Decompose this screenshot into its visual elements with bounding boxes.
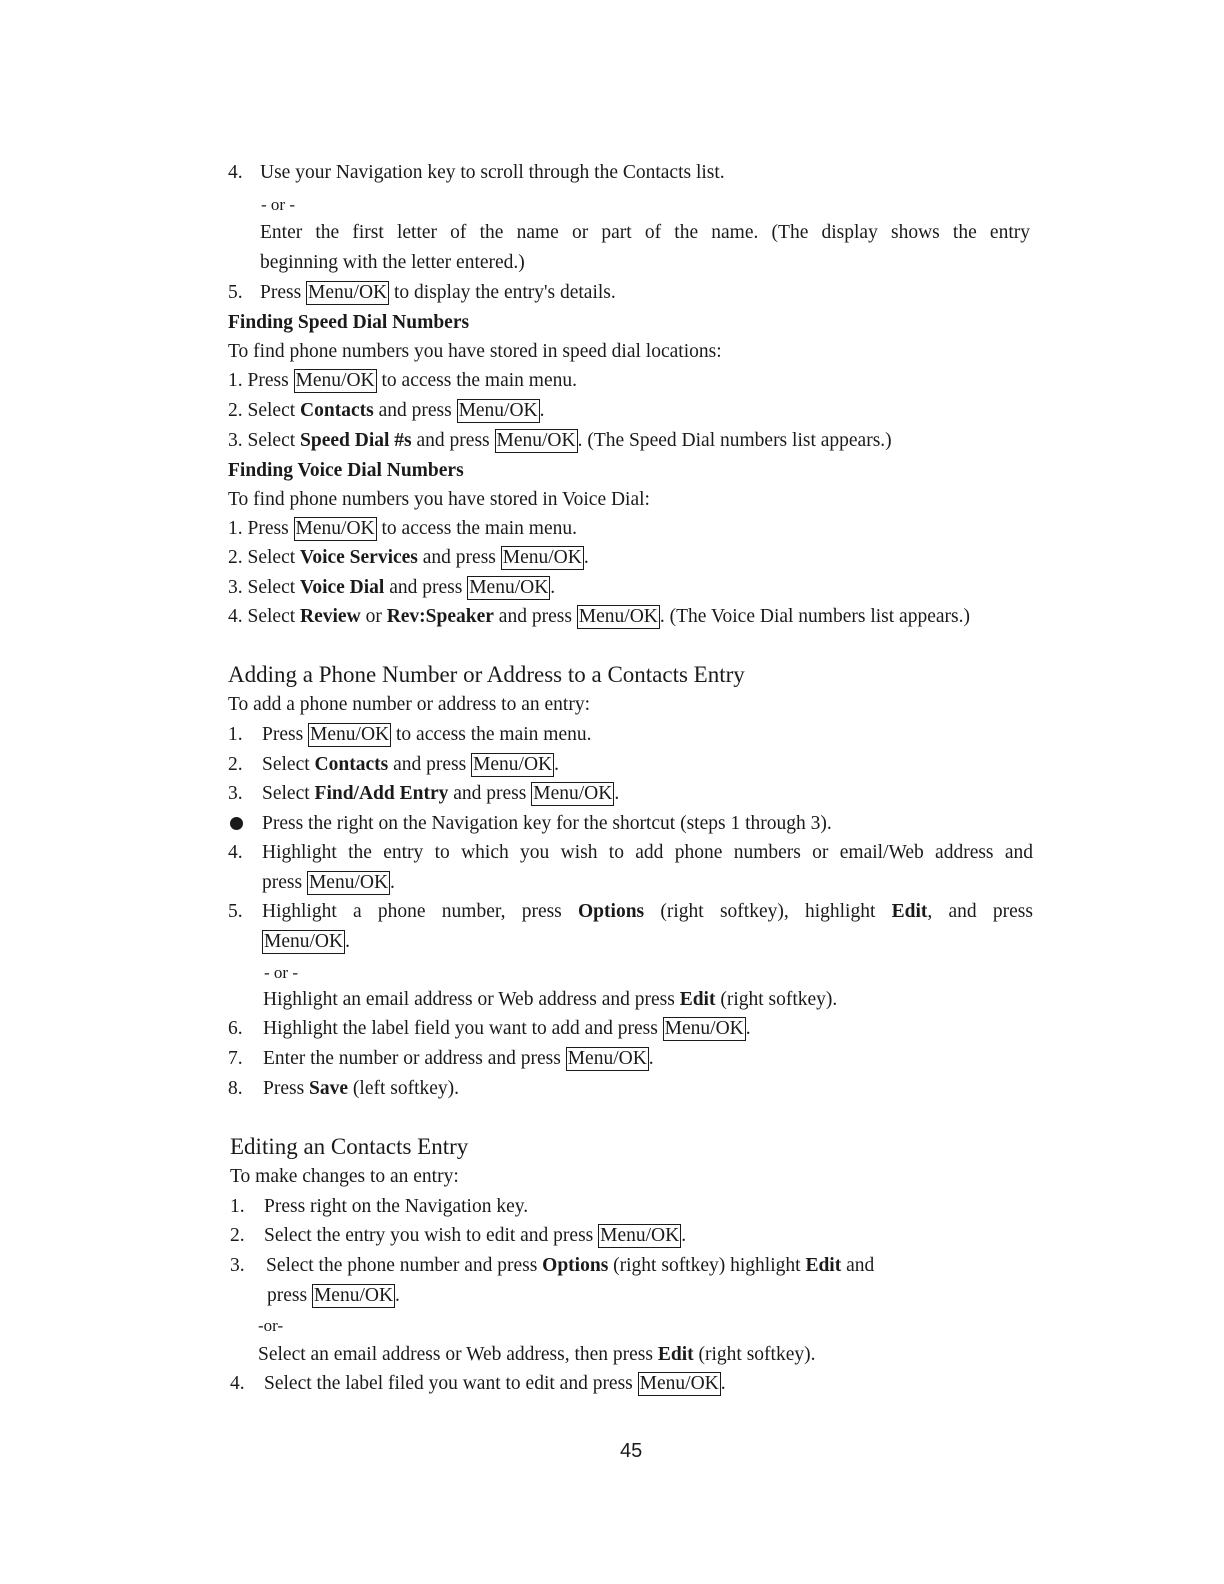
- list-item-continuation: [267, 1283, 400, 1309]
- menu-ok-key: Menu/OK: [264, 931, 344, 952]
- step-text: to access the main menu.: [391, 724, 592, 745]
- list-item: [228, 368, 577, 394]
- step-text: to display the entry's details.: [389, 282, 616, 303]
- step-text: press: [267, 1285, 312, 1306]
- step-number: 3.: [228, 783, 243, 804]
- step-number: 1.: [228, 724, 243, 745]
- page-number: 45: [620, 1440, 643, 1462]
- step-number: 5.: [228, 901, 243, 922]
- list-item: [230, 1371, 726, 1397]
- list-item: [228, 899, 1033, 925]
- step-text: .: [681, 1225, 687, 1246]
- section-heading-editing: Editing an Contacts Entry: [230, 1134, 469, 1159]
- list-item: [230, 1194, 528, 1220]
- step-text: and press: [373, 400, 457, 421]
- list-item: [230, 1223, 686, 1249]
- step-number: 2.: [230, 1225, 245, 1246]
- keyword: Voice Services: [300, 547, 418, 568]
- step-text: Enter the number or address and press: [263, 1048, 566, 1069]
- step-text: Select the entry you wish to edit and press: [264, 1225, 599, 1246]
- step-text: Select an email address or Web address, then press: [258, 1344, 658, 1365]
- intro-text: To find phone numbers you have stored in speed dial locations:: [228, 341, 722, 362]
- step-text: (right softkey) highlight: [608, 1255, 806, 1276]
- list-item: [228, 575, 555, 601]
- step-text: Highlight the label field you want to add and press: [263, 1018, 663, 1039]
- keyword: Speed Dial #s: [300, 430, 412, 451]
- keyword: Edit: [891, 901, 928, 922]
- list-item: [230, 1253, 874, 1279]
- keyword: Options: [542, 1255, 609, 1276]
- step-text: Select the label filed you want to edit and press: [264, 1373, 638, 1394]
- menu-ok-key: Menu/OK: [600, 1225, 680, 1246]
- keyword: Find/Add Entry: [314, 783, 449, 804]
- keyword: Contacts: [300, 400, 374, 421]
- step-text: Use your Navigation key to scroll through the Contacts list.: [260, 162, 725, 183]
- step-text: and: [841, 1255, 875, 1276]
- step-text: .: [648, 1048, 654, 1069]
- list-item: [228, 545, 589, 571]
- menu-ok-key: Menu/OK: [502, 547, 582, 568]
- step-number: 8.: [228, 1078, 243, 1099]
- list-item: [228, 1016, 751, 1042]
- step-text: [262, 899, 1033, 925]
- step-4-alt-line2: beginning with the letter entered.): [260, 252, 525, 273]
- list-item-alternative: [263, 987, 837, 1013]
- step-number: 2.: [228, 754, 243, 775]
- menu-ok-key: Menu/OK: [639, 1373, 719, 1394]
- list-item-continuation: [262, 929, 350, 955]
- step-text: .: [554, 754, 560, 775]
- menu-ok-key: Menu/OK: [310, 724, 390, 745]
- step-number: 3.: [230, 1255, 245, 1276]
- step-text: 1. Press: [228, 370, 294, 391]
- section-heading-adding: Adding a Phone Number or Address to a Contacts Entry: [228, 662, 745, 687]
- step-text: .: [583, 547, 589, 568]
- subheading-voice-dial: Finding Voice Dial Numbers: [228, 460, 464, 481]
- step-text: 1. Press: [228, 518, 294, 539]
- bullet-text: Press the right on the Navigation key for the shortcut (steps 1 through 3).: [262, 813, 832, 834]
- step-text: Highlight a phone number, press: [262, 901, 579, 922]
- keyword: Voice Dial: [300, 577, 385, 598]
- step-text: Highlight an email address or Web address and press: [263, 989, 680, 1010]
- step-number: 4.: [228, 842, 243, 863]
- step-text: and press: [448, 783, 532, 804]
- step-text: (left softkey).: [348, 1078, 460, 1099]
- step-text: (right softkey), highlight: [660, 901, 892, 922]
- step-4-line: [228, 160, 725, 186]
- list-item-continuation: [262, 870, 395, 896]
- step-text: Press: [260, 282, 307, 303]
- step-text: 4. Select: [228, 606, 301, 627]
- keyword: Save: [309, 1078, 349, 1099]
- list-item: [228, 722, 591, 748]
- menu-ok-key: Menu/OK: [469, 577, 549, 598]
- menu-ok-key: Menu/OK: [664, 1018, 744, 1039]
- menu-ok-key: Menu/OK: [295, 518, 375, 539]
- menu-ok-key: Menu/OK: [473, 754, 553, 775]
- step-text: to access the main menu.: [376, 370, 577, 391]
- list-item-alternative: [258, 1342, 816, 1368]
- list-item: [228, 1046, 654, 1072]
- menu-ok-key: Menu/OK: [308, 282, 388, 303]
- list-item: [228, 1076, 459, 1102]
- menu-ok-key: Menu/OK: [496, 430, 576, 451]
- keyword: Edit: [805, 1255, 842, 1276]
- step-text: and press: [417, 547, 501, 568]
- step-text: 2. Select: [228, 547, 301, 568]
- step-text: .: [745, 1018, 751, 1039]
- step-text: .: [550, 577, 556, 598]
- subheading-speed-dial: Finding Speed Dial Numbers: [228, 312, 470, 333]
- step-number: 5.: [228, 282, 243, 303]
- step-text: .: [395, 1285, 400, 1306]
- step-text: to access the main menu.: [376, 518, 577, 539]
- step-number: 6.: [228, 1018, 243, 1039]
- step-text: Highlight the entry to which you wish to add phone numbers or email/Web address and: [262, 842, 1033, 863]
- intro-text: To make changes to an entry:: [230, 1166, 459, 1187]
- step-text: .: [720, 1373, 726, 1394]
- step-text: (right softkey).: [693, 1344, 816, 1365]
- step-text: Press right on the Navigation key.: [264, 1196, 529, 1217]
- step-4-alt-line1: Enter the first letter of the name or part of the name. (The display shows the entry: [260, 222, 1030, 243]
- step-text: and press: [493, 606, 577, 627]
- menu-ok-key: Menu/OK: [458, 400, 538, 421]
- step-text: .: [614, 783, 620, 804]
- step-text: Press: [262, 724, 309, 745]
- menu-ok-key: Menu/OK: [313, 1285, 394, 1306]
- list-item: [228, 604, 970, 630]
- step-text: 3. Select: [228, 577, 301, 598]
- list-item: [228, 398, 545, 424]
- list-item: [228, 516, 577, 542]
- menu-ok-key: Menu/OK: [295, 370, 375, 391]
- menu-ok-key: Menu/OK: [533, 783, 613, 804]
- list-item: [228, 428, 892, 454]
- step-text: .: [539, 400, 545, 421]
- step-text: Select the phone number and press: [266, 1255, 543, 1276]
- keyword: Rev:Speaker: [386, 606, 494, 627]
- step-text: and press: [411, 430, 495, 451]
- intro-text: To add a phone number or address to an entry:: [228, 694, 590, 715]
- step-text: .: [345, 931, 350, 952]
- step-text: . (The Speed Dial numbers list appears.): [577, 430, 892, 451]
- menu-ok-key: Menu/OK: [308, 872, 389, 893]
- step-text: .: [390, 872, 395, 893]
- step-text: (right softkey).: [715, 989, 838, 1010]
- step-text: and press: [384, 577, 468, 598]
- keyword: Contacts: [314, 754, 389, 775]
- step-number: 7.: [228, 1048, 243, 1069]
- step-text: or: [360, 606, 387, 627]
- step-text: . (The Voice Dial numbers list appears.): [659, 606, 970, 627]
- step-number: 4.: [230, 1373, 245, 1394]
- intro-text: To find phone numbers you have stored in Voice Dial:: [228, 489, 650, 510]
- keyword: Review: [300, 606, 361, 627]
- list-item: [228, 752, 559, 778]
- step-text: Press: [263, 1078, 310, 1099]
- step-text: 2. Select: [228, 400, 301, 421]
- keyword: Edit: [679, 989, 716, 1010]
- step-text: Select: [262, 783, 315, 804]
- step-5-line: [228, 280, 616, 306]
- or-separator: - or -: [261, 195, 295, 214]
- list-item: [228, 781, 619, 807]
- keyword: Edit: [657, 1344, 694, 1365]
- menu-ok-key: Menu/OK: [567, 1048, 647, 1069]
- step-number: 4.: [228, 162, 243, 183]
- or-separator: - or -: [264, 963, 298, 982]
- or-separator: -or-: [258, 1316, 284, 1335]
- bullet-icon: [230, 817, 243, 830]
- step-text: press: [262, 872, 307, 893]
- step-text: and press: [388, 754, 472, 775]
- step-text: Select: [262, 754, 315, 775]
- menu-ok-key: Menu/OK: [578, 606, 658, 627]
- step-number: 1.: [230, 1196, 245, 1217]
- keyword: Options: [578, 901, 645, 922]
- step-text: 3. Select: [228, 430, 301, 451]
- step-text: , and press: [927, 901, 1033, 922]
- list-item: [228, 840, 1033, 866]
